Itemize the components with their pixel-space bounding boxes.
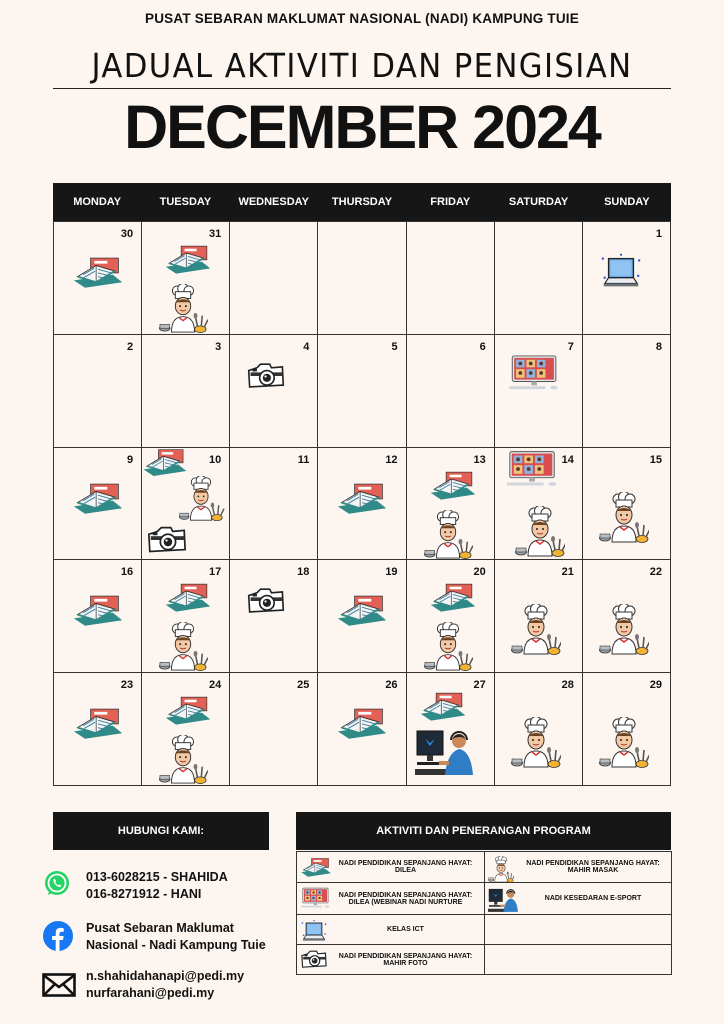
phone-number-2[interactable]: 016-8271912 - HANI [86,887,202,901]
weekday-wednesday: WEDNESDAY [238,196,309,208]
facebook-icon [42,920,74,952]
day-cell-4 [230,335,318,448]
day-number: 8 [655,340,662,353]
day-cell-25 [230,673,318,786]
webinar-icon [507,355,563,396]
day-cell-26 [318,673,406,786]
facebook-page[interactable] [86,920,266,954]
day-number: 6 [479,340,486,353]
day-number: 25 [297,679,310,692]
program-item [485,852,672,883]
program-item-label: KELAS ICT [387,926,424,933]
day-cell-empty [230,222,318,335]
gamer-icon [415,727,477,782]
camera-icon [146,524,188,561]
day-number: 1 [655,228,662,240]
day-number: 23 [120,679,134,692]
camera-icon [246,361,286,396]
email-list [86,968,244,1002]
book-icon [429,582,477,617]
book-icon [164,244,212,279]
day-cell-24 [142,673,230,786]
day-cell-6 [407,335,495,448]
chef-icon [158,622,208,673]
day-number: 22 [649,566,662,579]
chef-icon [158,735,208,786]
book-icon [419,691,467,726]
program-item-label: NADI PENDIDIKAN SEPANJANG HAYAT: DILEA (WEBINAR NADI NURTURE [338,891,473,906]
webinar-icon [300,887,332,911]
day-cell-10 [142,448,230,561]
day-cell-11 [230,448,318,561]
organization-name: PUSAT SEBARAN MAKLUMAT NASIONAL (NADI) KAMPUNG TUIE [145,11,579,26]
contact-heading: HUBUNGI KAMI: [53,812,269,850]
camera-icon [246,586,286,621]
book-icon [336,707,388,744]
calendar [53,183,671,785]
day-cell-27 [407,673,495,786]
book-icon [72,707,124,744]
book-icon [300,856,332,880]
day-cell-18 [230,560,318,673]
chef-icon [174,476,228,527]
program-item-empty [485,945,672,975]
chef-icon [423,510,473,561]
webinar-icon [505,450,561,493]
weekday-thursday: THURSDAY [331,196,393,208]
day-cell-30 [54,222,142,335]
weekday-monday: MONDAY [73,196,122,208]
book-icon [164,582,212,617]
day-number: 9 [127,453,134,466]
day-number: 27 [473,679,486,692]
day-number: 11 [297,453,310,466]
title-divider [53,88,671,89]
mail-icon [42,973,76,997]
phone-list [86,869,228,903]
day-cell-17 [142,560,230,673]
day-number: 15 [649,453,662,466]
day-number: 3 [215,340,222,353]
laptop-icon [300,919,328,946]
book-icon [429,470,477,505]
program-item [297,883,485,915]
chef-icon [511,604,561,661]
chef-icon [515,506,565,561]
program-item-label: NADI PENDIDIKAN SEPANJANG HAYAT: MAHIR FOTO [338,952,473,967]
day-number: 21 [561,566,574,579]
day-cell-7 [495,335,583,448]
day-cell-15 [583,448,671,561]
book-icon [336,482,388,519]
weekday-tuesday: TUESDAY [159,196,212,208]
weekday-header [53,183,671,221]
day-number: 28 [561,679,574,692]
program-item [297,945,485,975]
day-cell-8 [583,335,671,448]
day-number: 4 [303,340,310,353]
book-icon [336,594,388,631]
day-cell-1 [583,222,671,335]
program-item-label: NADI KESEDARAN E-SPORT [544,895,642,902]
day-number: 18 [297,566,310,579]
day-number: 24 [209,679,222,692]
day-number: 30 [120,228,134,240]
program-item [297,915,485,945]
facebook-name-line2: Nasional - Nadi Kampung Tuie [86,938,266,952]
weekday-friday: FRIDAY [430,196,471,208]
calendar-grid [53,221,671,786]
day-cell-14 [495,448,583,561]
weekday-sunday: SUNDAY [604,196,650,208]
program-legend [296,851,672,975]
day-number: 14 [561,453,574,466]
day-cell-31 [142,222,230,335]
laptop-icon [599,252,643,297]
day-number: 2 [127,340,134,353]
camera-icon [300,949,328,972]
day-number: 13 [473,453,486,466]
day-cell-23 [54,673,142,786]
day-number: 19 [385,566,398,579]
chef-icon [599,717,649,774]
weekday-saturday: SATURDAY [508,196,569,208]
day-cell-22 [583,560,671,673]
facebook-name-line1: Pusat Sebaran Maklumat [86,921,234,935]
email-2[interactable]: nurfarahani@pedi.my [86,986,215,1000]
program-item-label: NADI PENDIDIKAN SEPANJANG HAYAT: DILEA [338,860,473,874]
day-cell-5 [318,335,406,448]
day-cell-empty [495,222,583,335]
day-cell-19 [318,560,406,673]
whatsapp-icon [43,869,71,897]
chef-icon [423,622,473,673]
day-number: 12 [385,453,398,466]
book-icon [72,594,124,631]
day-cell-3 [142,335,230,448]
day-number: 20 [473,566,486,579]
day-cell-29 [583,673,671,786]
gamer-icon [488,887,520,915]
phone-number-1[interactable]: 013-6028215 - SHAHIDA [86,870,228,884]
program-item [485,883,672,915]
book-icon [72,256,124,293]
day-number: 26 [385,679,398,692]
book-icon [164,695,212,730]
chef-icon [158,284,208,335]
day-cell-2 [54,335,142,448]
day-number: 5 [391,340,398,353]
day-cell-12 [318,448,406,561]
chef-icon [488,856,514,885]
month-heading: DECEMBER 2024 [124,93,600,161]
chef-icon [599,492,649,549]
day-number: 29 [649,679,662,692]
email-1[interactable]: n.shahidahanapi@pedi.my [86,969,245,983]
program-heading: AKTIVITI DAN PENERANGAN PROGRAM [296,812,671,850]
day-cell-13 [407,448,495,561]
book-icon [72,482,124,519]
day-cell-empty [407,222,495,335]
day-cell-21 [495,560,583,673]
program-item-label: NADI PENDIDIKAN SEPANJANG HAYAT: MAHIR MASAK [526,860,660,874]
day-number: 17 [209,566,222,579]
day-number: 7 [567,340,574,353]
chef-icon [599,604,649,661]
program-item-empty [485,915,672,945]
day-number: 31 [209,228,222,240]
day-cell-20 [407,560,495,673]
day-cell-28 [495,673,583,786]
day-cell-16 [54,560,142,673]
program-item [297,852,485,883]
page-title: JADUAL AKTIVITI DAN PENGISIAN [91,46,633,85]
day-number: 16 [120,566,134,579]
day-number: 10 [209,453,222,466]
chef-icon [511,717,561,774]
day-cell-9 [54,448,142,561]
day-cell-empty [318,222,406,335]
